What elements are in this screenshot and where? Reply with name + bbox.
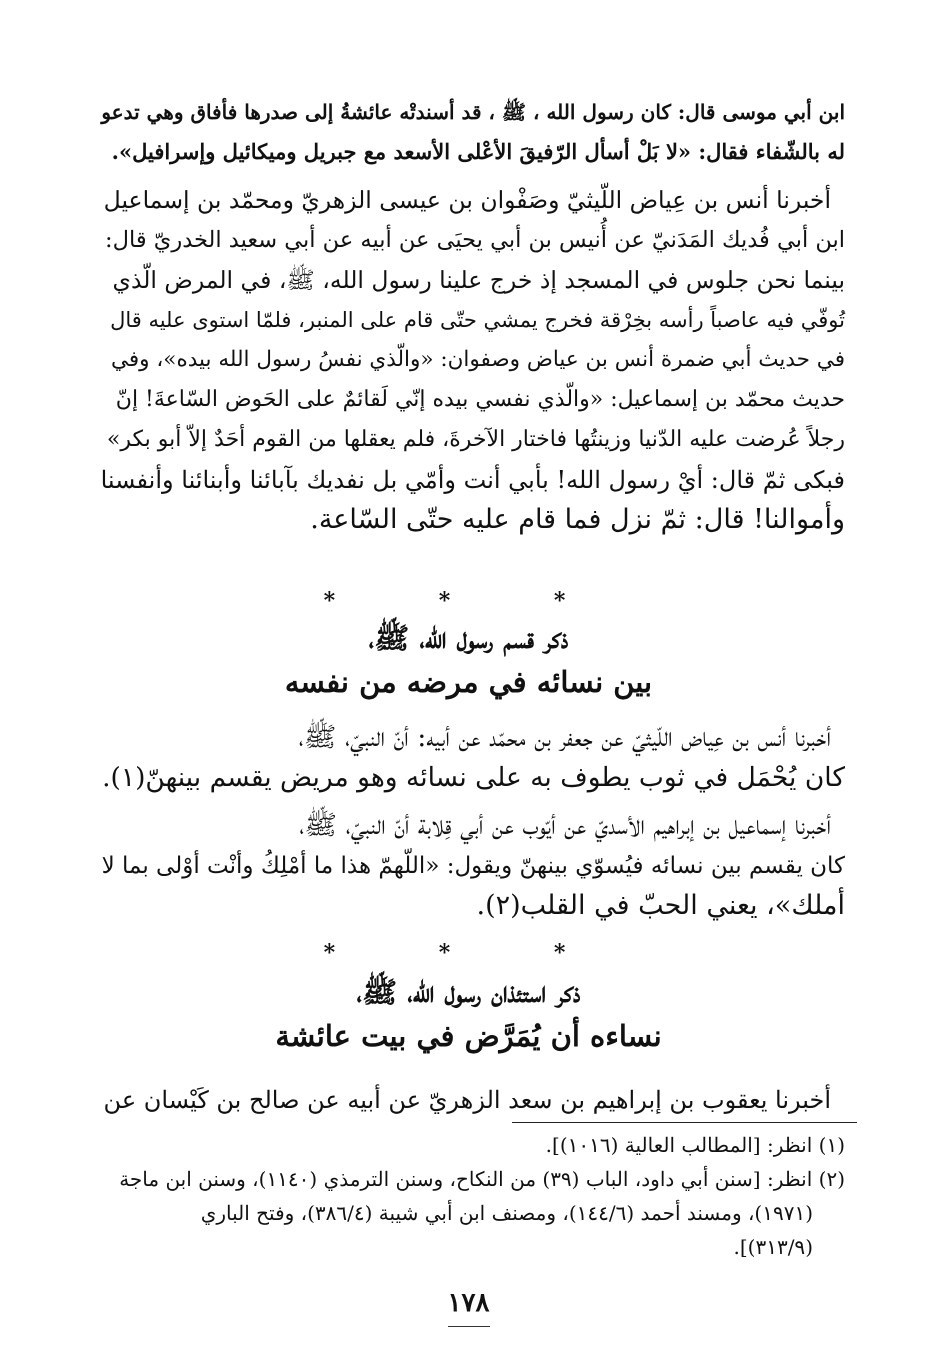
text-line: بينما نحن جلوس في المسجد إذ خرج علينا رسول الله، ﷺ، في المرض الّذي (112, 266, 845, 294)
text-line: في حديث أبي ضمرة أنس بن عياض وصفوان: «والّذي نفسُ رسول الله بيده»، وفي (110, 347, 845, 372)
body-text-top (100, 92, 845, 540)
footnote-line: (٣١٣/٩)]. (733, 1235, 813, 1259)
text-line: ابن أبي موسى قال: كان رسول الله ، ﷺ ، قد أسندتْه عائشةُ إلى صدرها فأفاق وهي تدعو (101, 100, 845, 124)
footnotes (100, 1128, 845, 1264)
section-2-text (100, 1080, 845, 1120)
text-line: له بالشّفاء فقال: «لا بَلْ أسأل الرّفيقَ الأعْلى الأسعد مع جبريل وميكائيل وإسرافيل». (111, 139, 845, 164)
text-line: كان يقسم بين نسائه فيُسوّي بينهنّ ويقول: «اللّهمّ هذا ما أمْلِكُ وأنْت أوْلى بما لا (101, 853, 845, 879)
heading-line: ذكر استئذان رسول الله، ﷺ، (356, 975, 581, 1009)
text-line: أملك»، يعني الحبّ في القلب(٢). (476, 890, 845, 921)
footnote-line: (١٩٧١)، ومسند أحمد (١٤٤/٦)، ومصنف ابن أبي شيبة (٣٨٦/٤)، وفتح الباري (200, 1201, 813, 1225)
page-number: ١٧٨ (447, 1288, 490, 1318)
heading-line: ذكر قسم رسول الله، ﷺ، (368, 621, 569, 655)
section-heading-2 (0, 970, 937, 1058)
text-line: حديث محمّد بن إسماعيل: «والّذي نفسي بيده إنّي لَقائمٌ على الحَوض السّاعةَ! إنّ (115, 387, 845, 412)
section-divider-stars: * * * (323, 940, 614, 966)
text-line: كان يُحْمَل في ثوب يطوف به على نسائه وهو مريض يقسم بينهنّ(١). (102, 762, 845, 793)
footnote-separator (512, 1122, 857, 1123)
text-line: رجلاً عُرضت عليه الدّنيا وزينتُها فاختار الآخرةَ، فلم يعقلها من القوم أحَدٌ إلاّ أبو بكر» (106, 427, 845, 452)
section-heading-1 (0, 616, 937, 704)
text-line: أخبرنا أنس بن عِياض اللّيثيّ وصَفْوان بن عيسى الزهريّ ومحمّد بن إسماعيل (103, 186, 831, 214)
text-line: أخبرنا يعقوب بن إبراهيم بن سعد الزهريّ عن أبيه عن صالح بن كَيْسان عن (103, 1086, 831, 1114)
heading-line: نساءه أن يُمَرَّض في بيت عائشة (275, 1019, 662, 1053)
section-1-text (100, 718, 845, 926)
footnote-line: (١) انظر: [المطالب العالية (١٠١٦)]. (545, 1133, 845, 1157)
footnote-line: (٢) انظر: [سنن أبي داود، الباب (٣٩) من النكاح، وسنن الترمذي (١١٤٠)، وسنن ابن ماجة (119, 1167, 845, 1191)
text-line: فبكى ثمّ قال: أيْ رسول الله! بأبي أنت وأمّي بل نفديك بآبائنا وأبنائنا وأنفسنا (100, 466, 845, 494)
text-line: أخبرنا إسماعيل بن إبراهيم الأسديّ عن أيّوب عن أبي قِلابة أنّ النبيّ، ﷺ، (299, 810, 831, 841)
text-line: وأموالنا! قال: ثمّ نزل فما قام عليه حتّى السّاعة. (310, 504, 845, 535)
text-line: تُوفّي فيه عاصباً رأسه بخِرْقة فخرج يمشي حتّى قام على المنبر، فلمّا استوى عليه قال (110, 308, 845, 332)
heading-line: بين نسائه في مرضه من نفسه (284, 665, 653, 699)
text-line: ابن أبي فُديك المَدَنيّ عن أُنيس بن أبي يحيَى عن أبيه عن أبي سعيد الخدريّ قال: (105, 227, 845, 253)
page-number-underline (448, 1326, 490, 1327)
section-divider-stars: * * * (323, 588, 614, 614)
text-line: أخبرنا أنس بن عِياض اللّيثيّ عن جعفر بن محمّد عن أبيه: أنّ النبيّ، ﷺ، (298, 722, 831, 753)
